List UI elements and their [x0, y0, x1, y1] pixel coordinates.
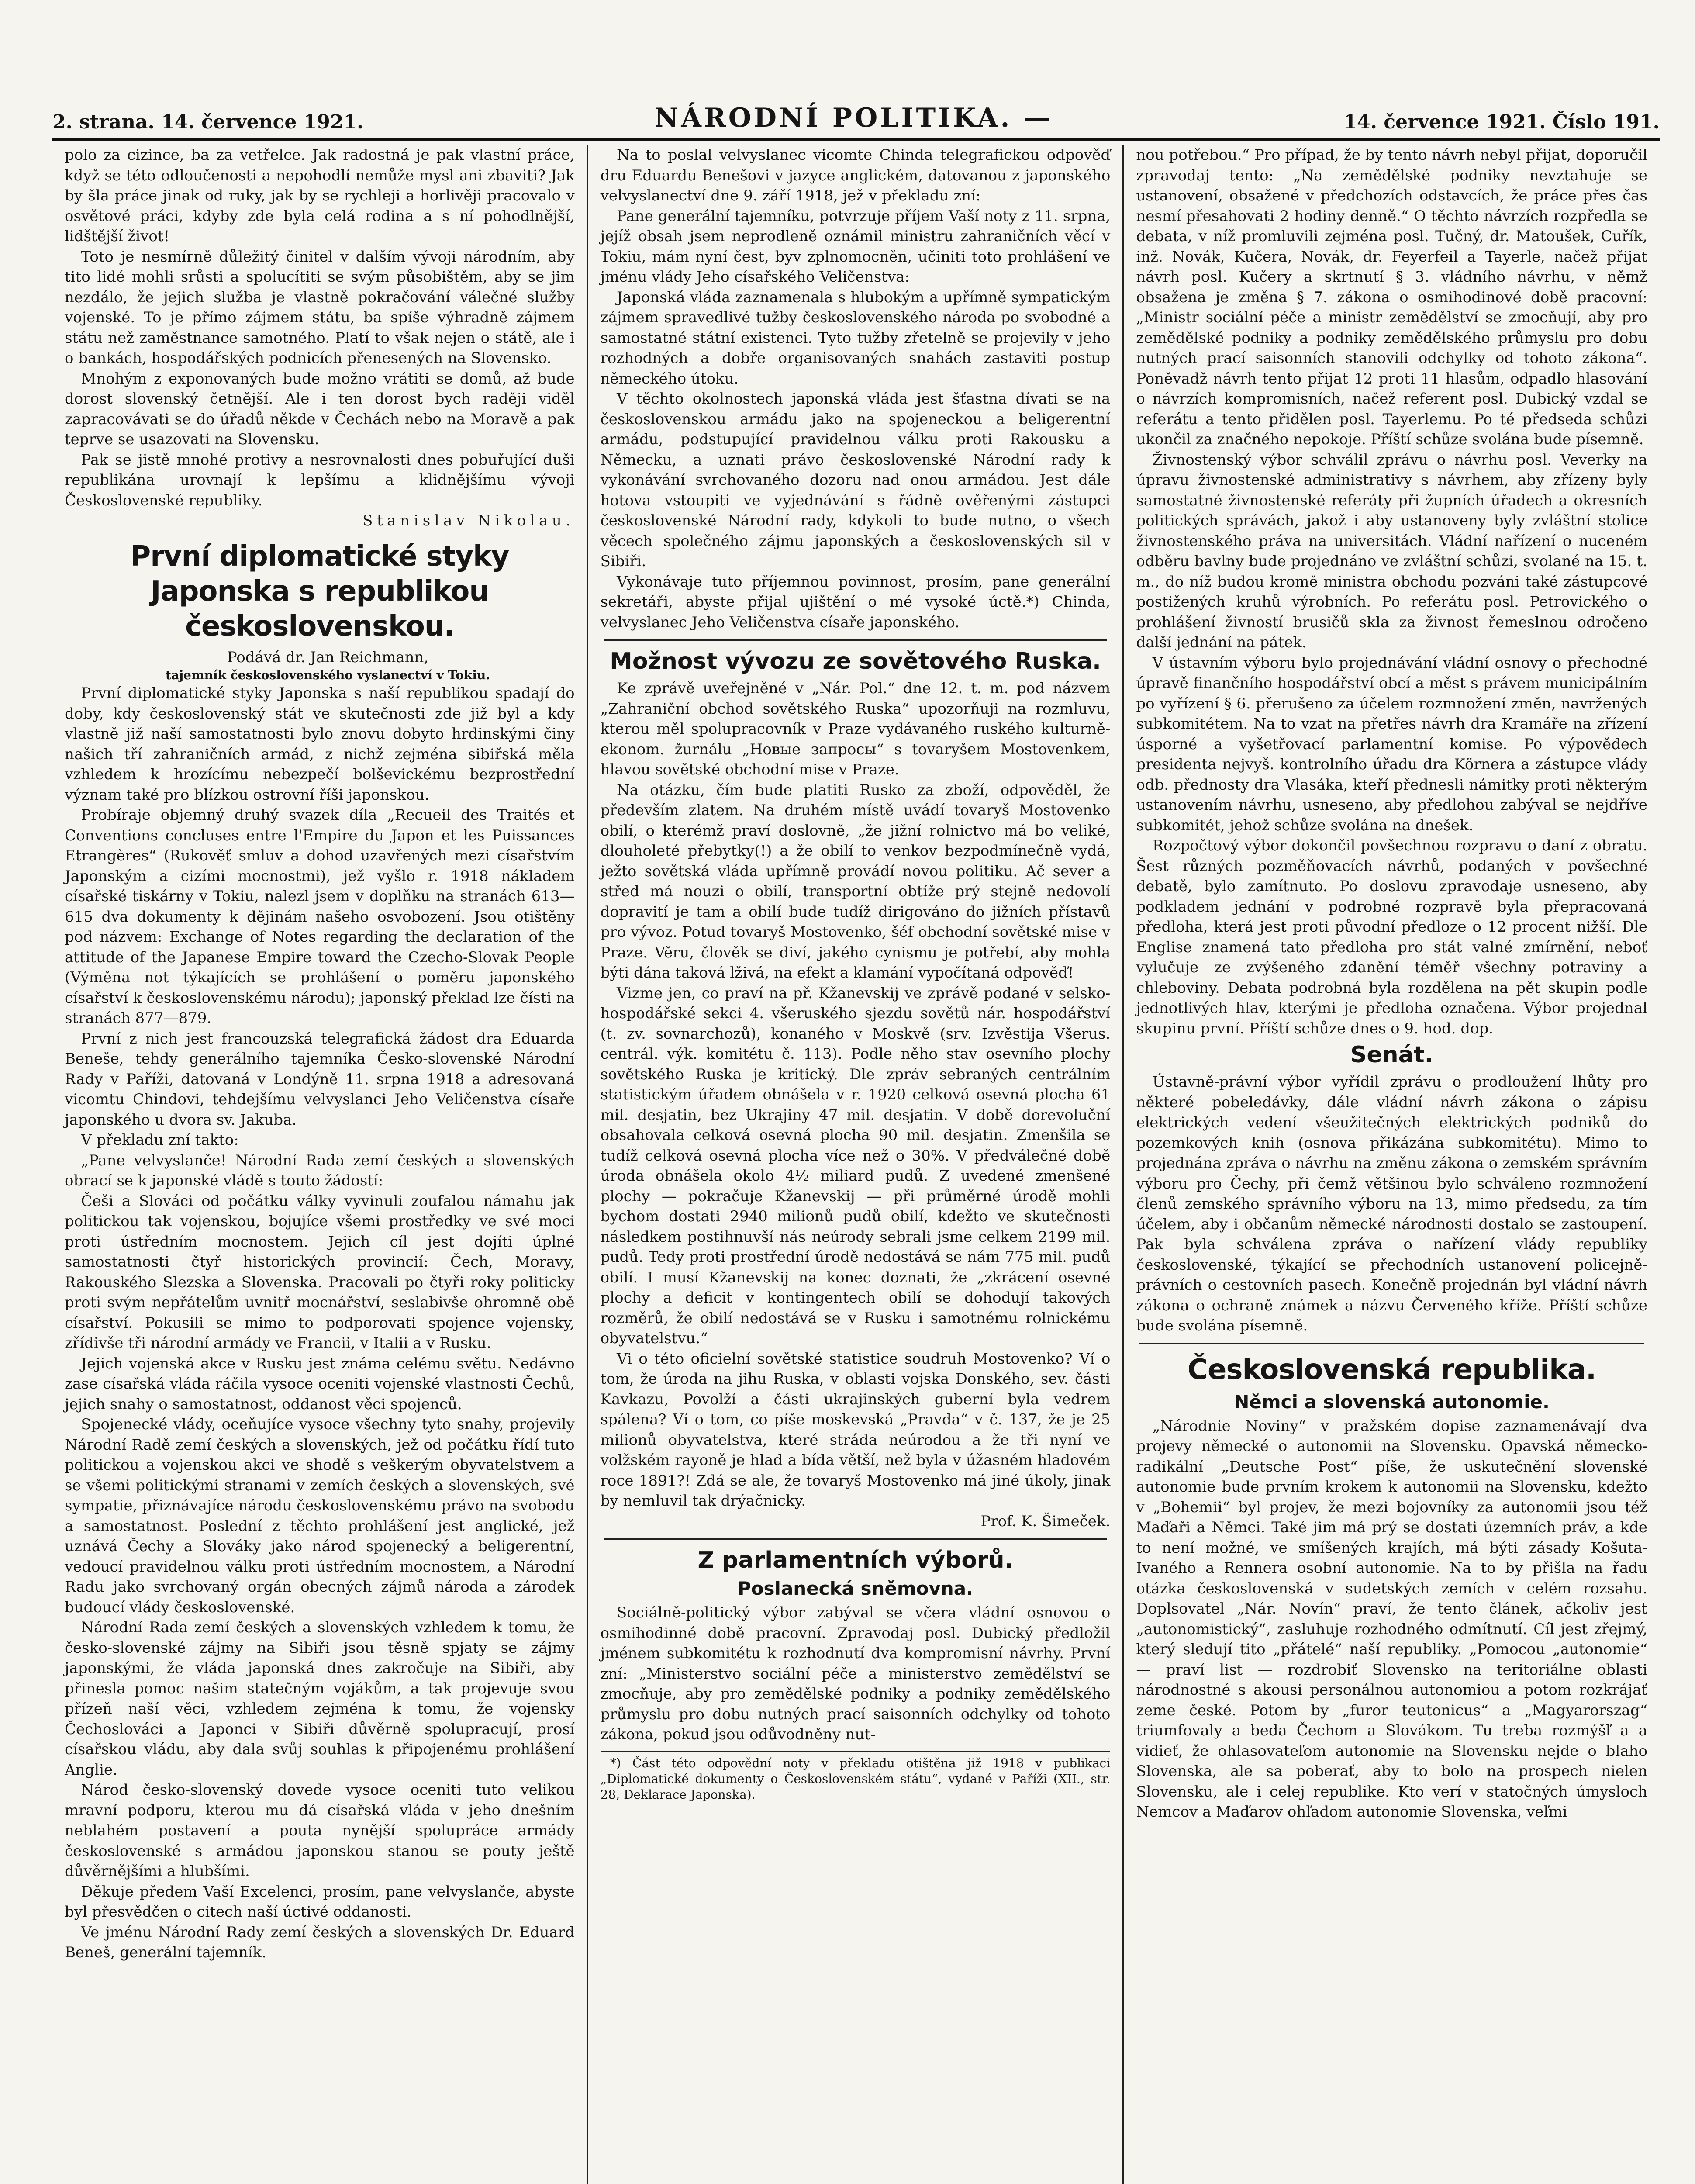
- masthead: [52, 94, 1660, 141]
- paragraph: Toto je nesmírně důležitý činitel v dalším vývoji národním, aby tito lidé mohli srůsti a spolucítiti se svým působištěm, aby se jim nezdálo, že jejich služba je vlastně pokračování válečné služby vojenské. To je přímo zájmem státu, ba spíše výhradně zájmem státu než zaměstnance samotného. Platí to však nejen o státě, ale i o bankách, hospodářských podnicích přenesených na Slovensko.: [65, 248, 575, 367]
- paragraph: Národní Rada zemí českých a slovenských vzhledem k tomu, že česko-slovenské zájmy na Sibiři jsou těsně spjaty se zájmy japonskými, že vláda japonská dnes zakročuje na Sibiři, aby přinesla pomoc našim statečným vojákům, a tak projevuje svou přízeň naší věci, vzhledem zejména k tomu, že vojensky Čechoslováci a Japonci v Sibiři důvěrně spolupracují, prosí císařskou vládu, aby dala svůj souhlas k připojenému prohlášení Anglie.: [65, 1619, 575, 1779]
- author-signature: Prof. K. Šimeček.: [980, 1512, 1111, 1530]
- article-headline: Možnost vývozu ze sovětového Ruska.: [610, 648, 1101, 674]
- newspaper-page: [52, 94, 1660, 2184]
- column-3: [1124, 145, 1660, 2184]
- paragraph: Děkuje předem Vaší Excelenci, prosím, pane velvyslanče, abyste byl přesvědčen o citech naší úctivé oddanosti.: [65, 1883, 575, 1921]
- section-headline: Z parlamentních výborů.: [697, 1547, 1013, 1573]
- paragraph: Pane generální tajemníku, potvrzuje příjem Vaší noty z 11. srpna, jejíž obsah jsem neprodleně oznámil ministru zahraničních věcí v Tokiu, mám nyní čest, byv zplnomocněn, učiniti toto prohlášení ve jménu vlády Jeho císařského Veličenstva:: [600, 207, 1111, 286]
- paragraph: polo za cizince, ba za vetřelce. Jak radostná je pak vlastní práce, když se této odloučenosti a nepohodlí nemůže mysl ani zbaviti? Jak by šla práce jinak od ruky, jak by se rychleji a horlivěji pracovalo v osvětové práci, kdyby zde byla celá rodina a s ní pohodlnější, lidštější život!: [65, 146, 575, 245]
- article-headline: První diplomatické styky Japonska s republikou československou.: [130, 540, 509, 643]
- paragraph: Spojenecké vlády, oceňujíce vysoce všechny tyto snahy, projevily Národní Radě zemí českých a slovenských, jež od počátku řídí tuto politickou a vojenskou akci ve shodě s veškerým obyvatelstvem a se všemi politickými stranami v zemích českých a slovenských, své sympatie, přiznávajíce národu československému právo na svobodu a samostatnost. Poslední z těchto prohlášení jest anglické, jež uznává Čechy a Slováky jako národ spojenecký a beligerentní, vedoucí pravidelnou válku proti ústředním mocnostem, a Národní Radu jako svrchovaný orgán obecných zájmů národa a zárodek budoucí vlády československé.: [65, 1416, 575, 1616]
- paragraph: Vi o této oficielní sovětské statistice soudruh Mostovenko? Ví o tom, že úroda na jihu Ruska, v oblasti vojska Donského, sev. části Kavkazu, Povolží a části ukrajinských guberní byla vedrem spálena? Ví o tom, co píše moskevská „Pravda“ v č. 137, že je 25 milionů obyvatelstva, které stráda neúrodou a že tři nyní ve volžském rayoně je hlad a bída větší, než byla v úžasném hladovém roce 1891?! Zdá se ale, že tovaryš Mostovenko má jiné úkoly, jinak by nemluvil tak drýačnicky.: [600, 1350, 1111, 1510]
- paragraph: V ústavním výboru bylo projednávání vládní osnovy o přechodné úpravě finančního hospodářství obcí a měst s právem municipálním po vyřízení § 6. přerušeno za účelem rozmnožení změn, navržených subkomitétem. Na to vzat na přetřes návrh dra Kramáře na zřízení úsporné a vyšetřovací parlamentní komise. Po výpovědech presidenta nejvyš. kontrolního úřadu dra Körnera a zástupce vlády odb. přednosty dra Vlasáka, kteří přednesli námitky proti některým ustanovením návrhu, usneseno, aby předlohou zabýval se nejdříve subkomitét, jehož schůze svolána na dnešek.: [1136, 654, 1647, 834]
- paragraph: Pak se jistě mnohé protivy a nesrovnalosti dnes pobuřující duši republikána urovnají k lepšímu a klidnějšímu vývoji Československé republiky.: [65, 451, 575, 509]
- footnote: [601, 1751, 1111, 1803]
- paragraph: Češi a Slováci od počátku války vyvinuli zoufalou námahu jak politickou tak vojenskou, bojujíce všemi prostředky ve své moci proti ústředním mocnostem. Jejich cíl jest dojíti úplné samostatnosti čtyř historických provincií: Čech, Moravy, Rakouského Slezska a Slovenska. Pracovali po čtyři roky politicky proti svým nepřátelům uvnitř mocnářství, seslabivše ohromně obě císařství. Pokusili se mimo to podporovati spojence vojensky, zřídivše tři národní armády ve Francii, v Italii a v Rusku.: [65, 1192, 575, 1352]
- paragraph: Sociálně-politický výbor zabýval se včera vládní osnovou o osmihodinné době pracovní. Zpravodaj posl. Dubický předložil jménem subkomitétu k rozhodnutí dva kompromisní návrhy. První zní: „Ministerstvo sociální péče a ministerstvo zemědělství se zmocňuje, aby pro zemědělské podniky a podniky zemědělského průmyslu pro dobu nutných prací saisonních odchylky od tohoto zákona, pokud jsou odůvodněny nut-: [600, 1604, 1111, 1743]
- paragraph: Na to poslal velvyslanec vicomte Chinda telegrafickou odpověď dru Eduardu Benešovi v jazyce anglickém, datovanou z japonského velvyslanectví dne 9. září 1918, jež v překladu zní:: [600, 146, 1111, 204]
- paragraph: Vykonávaje tuto příjemnou povinnost, prosím, pane generální sekretáři, abyste přijal ujištění o mé vysoké úctě.*) Chinda, velvyslanec Jeho Veličenstva císaře japonského.: [600, 573, 1111, 631]
- byline-role: tajemník československého vyslanectví v Tokiu.: [165, 668, 490, 682]
- paragraph: Probíraje objemný druhý svazek díla „Recueil des Traités et Conventions concluses entre l'Empire du Japon et les Puissances Etrangères“ (Rukověť smluv a dohod uzavřených mezi císařstvím Japonským a cizími mocnostmi), jež vyšlo r. 1918 nákladem císařské tiskárny v Tokiu, nalezl jsem v doplňku na stranách 613—615 dva dokumenty k dějinám našeho osvobození. Jsou otištěny pod názvem: Exchange of Notes regarding the declaration of the attitude of the Japanese Empire toward the Czecho-Slovak People (Výměna not týkajících se prohlášení o poměru japonského císařství k československému národu); japonský překlad lze čísti na stranách 877—879.: [65, 806, 575, 1027]
- paragraph: Japonská vláda zaznamenala s hlubokým a upřímně sympatickým zájmem spravedlivé tužby československého národa po svobodné a samostatné státní existenci. Tyto tužby zřetelně se projevily v jeho rozhodných a dobře organisovaných snahách zastaviti postup německého útoku.: [600, 288, 1111, 387]
- paragraph: Na otázku, čím bude platiti Rusko za zboží, odpověděl, že především zlatem. Na druhém místě uvádí tovaryš Mostovenko obilí, o kterémž praví doslovně, „že jižní rolnictvo má bo veliké, dlouholeté přebytky(!) a že obilí to venkov bezpodmínečně vydá, ježto sovětská vláda upřímně provádí novou politiku. Ač sever a střed má nouzi o obilí, transportní obtíže prý stejně nedovolí dopravití je tam a obilí bude tudíž dirigováno do jižních přístavů pro vývoz. Potud tovaryš Mostovenko, šéf obchodní sovětské mise v Praze. Věru, člověk se diví, jakého cynismu je potřebí, aby mohla býti dána taková lživá, na efekt a klamání vypočítaná odpověď!: [600, 781, 1111, 981]
- columns: [52, 145, 1660, 2184]
- paragraph: Národ česko-slovenský dovede vysoce oceniti tuto velikou mravní podporu, kterou mu dá císařská vláda v jeho dnešním neblahém postavení a pouta nynější spolupráce armády československé s armádou japonskou stanou se pouty ještě důvěrnějšími a hlubšími.: [65, 1781, 575, 1880]
- column-1: [52, 145, 588, 2184]
- subsection-headline: Senát.: [1350, 1042, 1433, 1068]
- section-divider: [604, 1538, 1107, 1540]
- footnote-text: *) Část této odpovědní noty v překladu otištěna již 1918 v publikaci „Diplomatické dokumenty o Československém státu“, vydané v Paříži (XII., str. 28, Deklarace Japonska).: [600, 1755, 1111, 1802]
- column-2: [588, 145, 1124, 2184]
- paragraph: Ústavně-právní výbor vyřídil zprávu o prodloužení lhůty pro některé pobeledávky, dále vládní návrh zákona o zápisu elektrických vedení všeužitečných elektrických podniků do pozemkových knih (osnova přikázána subkomitétu). Mimo to projednána zpráva o návrhu na změnu zákona o zemském správním výboru pro Čechy, při čemž většinou bylo schváleno rozmnožení členů zemského správního výboru na 13, mimo předsedu, za tím účelem, aby i občanům německé národnosti dostalo se zastoupení. Pak byla schválena zpráva o nařízení vlády republiky československé, týkající se přechodních ustanovení policejně-právních o cestovních pasech. Konečně projednán byl vládní návrh zákona o ochraně známek a názvu Červeného kříže. Příští schůze bude svolána písemně.: [1136, 1073, 1647, 1334]
- masthead-left: 2. strana. 14. července 1921.: [52, 111, 364, 133]
- paragraph: „Pane velvyslanče! Národní Rada zemí českých a slovenských obrací se k japonské vládě s touto žádostí:: [65, 1151, 575, 1189]
- section-divider: [1139, 1343, 1644, 1344]
- paragraph: „Národnie Noviny“ v pražském dopise zaznamenávají dva projevy německé o autonomii na Slovensku. Opavská německo-radikální „Deutsche Post“ píše, že uskutečnění slovenské autonomie bude prvním krokem k autonomii na Slovensku, kdežto v „Bohemii“ byl projev, že mezi bojovníky za autonomii jsou též Maďaři a Němci. Také jim má prý se dostati územních práv, a kde to není možné, ve smíšených krajích, má býti zásady Košuta-Ivaného a Rennera osobní autonomie. Na to by přišla na řadu otázka československá v sudetských zemích v celém rozsahu. Doplsovatel „Nár. Novín“ praví, že tento článek, ačkoliv jest „autonomistický“, zasluhuje rozhodného odmítnutí. Cíl jest zřejmý, který sledují tito „přátelé“ naší republiky. „Pomocou „autonomie“ — praví list — rozdrobiť Slovensko na teritoriálne oblasti národnostné s akousi personálnou autonomiou a potom rozkrájať zeme české. Potom by „furor teutonicus“ a „Magyarorszag“ triumfovaly a beda Čechom a Slovákom. Tu treba rozmýšľ a a vidieť, že ohlasovateľom autonomie na Slovensku nejde o blaho Slovenska, ale sa poberať, aby to bolo na prospech nielen Slovensku, ale i celej republike. Kto verí v statočných úmysloch Nemcov a Maďarov ohľadom autonomie Slovenska, veľmi: [1136, 1417, 1647, 1821]
- subsection-headline: Poslanecká sněmovna.: [737, 1578, 974, 1599]
- author-signature: Stanislav Nikolau.: [362, 512, 575, 529]
- paragraph: Mnohým z exponovaných bude možno vrátiti se domů, až bude dorost slovenský četnější. Ale i ten dorost bych raději viděl zapracovávati se do úřadů někde v Čechách nebo na Moravě a pak teprve se usazovati na Slovensku.: [65, 370, 575, 448]
- paragraph: Ke zprávě uveřejněné v „Nár. Pol.“ dne 12. t. m. pod názvem „Zahraniční obchod sovětského Ruska“ upozorňuji na rozmluvu, kterou měl spolupracovník v Praze vydávaného ruského kulturně-ekonom. žurnálu „Новые запросы“ s tovaryšem Mostovenkem, hlavou sovětské obchodní mise v Praze.: [600, 680, 1111, 778]
- masthead-right: 14. července 1921. Číslo 191.: [1343, 111, 1660, 133]
- paragraph: Vizme jen, co praví na př. Kžanevskij ve zprávě podané v selsko-hospodářské sekci 4. všeruského sjezdu sovětů nár. hospodářství (t. zv. sovnarchozů), konaného v Moskvě (srv. Izvěstija Všerus. centrál. výk. komitétu č. 113). Podle něho stav osevního plochy sovětského Ruska je kritický. Dle zpráv sebraných centrálním statistickým úřadem obnášela v r. 1920 celková osevná plocha 61 mil. desjatin, bez Ukrajiny 47 mil. desjatin. V době dorevoluční obsahovala celková osevná plocha 90 mil. desjatin. Zmenšila se tudíž celková osevná plocha více než o 30%. V předválečné době úroda obnášela okolo 4½ miliard pudů. Z uvedené zmenšené plochy — pokračuje Kžanevskij — při průměrné úrodě mohli bychom dostati 2940 milionů pudů obilí, kdežto ve skutečnosti následkem postihnuvší nás neúrody sebrali jsme celkem 2199 mil. pudů. Tedy proti prostřední úrodě nedostává se nám 775 mil. pudů obilí. I musí Kžanevskij na konec doznati, že „zkrácení osevné plochy a deficit v kontingentech obilí se dohodují takových rozměrů, že obilí nedostává se v Rusku i samotnému rolnickému obyvatelstvu.“: [600, 984, 1111, 1347]
- byline: [65, 647, 575, 684]
- paragraph: Ve jménu Národní Rady zemí českých a slovenských Dr. Eduard Beneš, generální tajemník.: [65, 1923, 575, 1961]
- masthead-title: NÁRODNÍ POLITIKA. —: [654, 103, 1053, 133]
- paragraph: První diplomatické styky Japonska s naší republikou spadají do doby, kdy československý stát ve skutečnosti zde již byl a kdy vlastně již naší samostatnosti bylo znovu dobyto hrdinskými činy našich tří zahraničních armád, z nichž zejména sibiřská měla vzhledem k hrozícímu nebezpečí bolševickému bezprostřední význam také pro blízkou ostrovní říši japonskou.: [65, 684, 575, 804]
- paragraph: V překladu zní takto:: [81, 1131, 239, 1149]
- paragraph: nou potřebou.“ Pro případ, že by tento návrh nebyl přijat, doporučil zpravodaj tento: „Na zemědělské podniky nevztahuje se ustanovení, obsažené v předchozích odstavcích, že práce přes čas nesmí přesahovati 2 hodiny denně.“ O těchto návrzích rozpředla se debata, v níž promluvili zejména posl. Tučný, dr. Matoušek, Cuřík, inž. Novák, Kučera, Novák, dr. Feyerfeil a Tayerle, načež přijat návrh posl. Kučery a skrtnutí § 3. vládního návrhu, v němž obsažena je změna § 7. zákona o osmihodinové době pracovní: „Ministr sociální péče a ministr zemědělství se zmocňují, aby pro zemědělské podniky a podniky zemědělského průmyslu pro dobu nutných prací saisonních stanovili odchylky od tohoto zákona“. Poněvadž návrh tento přijat 12 proti 11 hlasům, odpadlo hlasování o návrzích kompromisních, načež referent posl. Dubický vzdal se referátu a tento přidělen posl. Tayerlemu. Po té předseda schůzi ukončil za značného nepokoje. Příští schůze svolána bude písemně.: [1136, 146, 1647, 448]
- section-divider: [604, 639, 1107, 641]
- paragraph: V těchto okolnostech japonská vláda jest šťastna dívati se na československou armádu jako na spojeneckou a beligerentní armádu, podstupující pravidelnou válku proti Rakousku a Německu, a uznati právo československé Národní rady k vykonávání svrchovaného dozoru nad onou armádou. Jest dále hotova vstoupiti ve vyjednávání s řádně ověřenými zástupci československé Národní rady, kdykoli to bude nutno, o všech věcech společného zájmu japonských a československých sil v Sibiři.: [600, 390, 1111, 570]
- paragraph: Živnostenský výbor schválil zprávu o návrhu posl. Veverky na úpravu živnostenské administrativy s návrhem, aby zřízeny byly samostatné živnostenské referáty při župních úřadech a okresních politických správách, jakož i aby ustanoveny byly zvláštní stolice živnostenského práva na universitách. Vládní nařízení o nuceném odběru bavlny bude projednáno ve zvláštní schůzi, svolané na 15. t. m., do níž budou kromě ministra obchodu pozváni také zástupcové postižených kruhů výrobních. Po referátu posl. Petrovického o prohlášení živností brusičů skla za živnost řemeslnou odročeno další jednání na pátek.: [1136, 451, 1647, 651]
- section-headline: Československá republika.: [1188, 1353, 1596, 1386]
- paragraph: První z nich jest francouzská telegrafická žádost dra Eduarda Beneše, tehdy generálního tajemníka Česko-slovenské Národní Rady v Paříži, datovaná v Londýně 11. srpna 1918 a adresovaná vicomtu Chindovi, tehdejšímu velvyslanci Jeho Veličenstva císaře japonského u dvora sv. Jakuba.: [65, 1030, 575, 1129]
- byline-author: Podává dr. Jan Reichmann,: [227, 648, 429, 666]
- paragraph: Rozpočtový výbor dokončil povšechnou rozpravu o daní z obratu. Šest různých pozměňovacích návrhů, podaných v povšechné debatě, bylo zamítnuto. Po doslovu zpravodaje usneseno, aby podkladem jednání v podrobné rozpravě byla přepracovaná předloha, která jest proti původní předloze o 12 procent nižší. Dle Englise znamená tato předloha pro stát valné zmírnění, neboť vylučuje ze zvýšeného zdanění téměř všechny potraviny a chleboviny. Debata podrobná byla rozdělena na pět skupin podle jednotlivých hlav, kterými je předloha označena. Výbor projednal skupinu první. Příští schůze dnes o 9. hod. dop.: [1136, 837, 1647, 1037]
- subsection-headline: Němci a slovenská autonomie.: [1234, 1391, 1550, 1413]
- paragraph: Jejich vojenská akce v Rusku jest známa celému světu. Nedávno zase císařská vláda ráčila vysoce oceniti vojenské vlastnosti Čechů, jejich snahy o samostatnost, oddanost věci spojenců.: [65, 1355, 575, 1413]
